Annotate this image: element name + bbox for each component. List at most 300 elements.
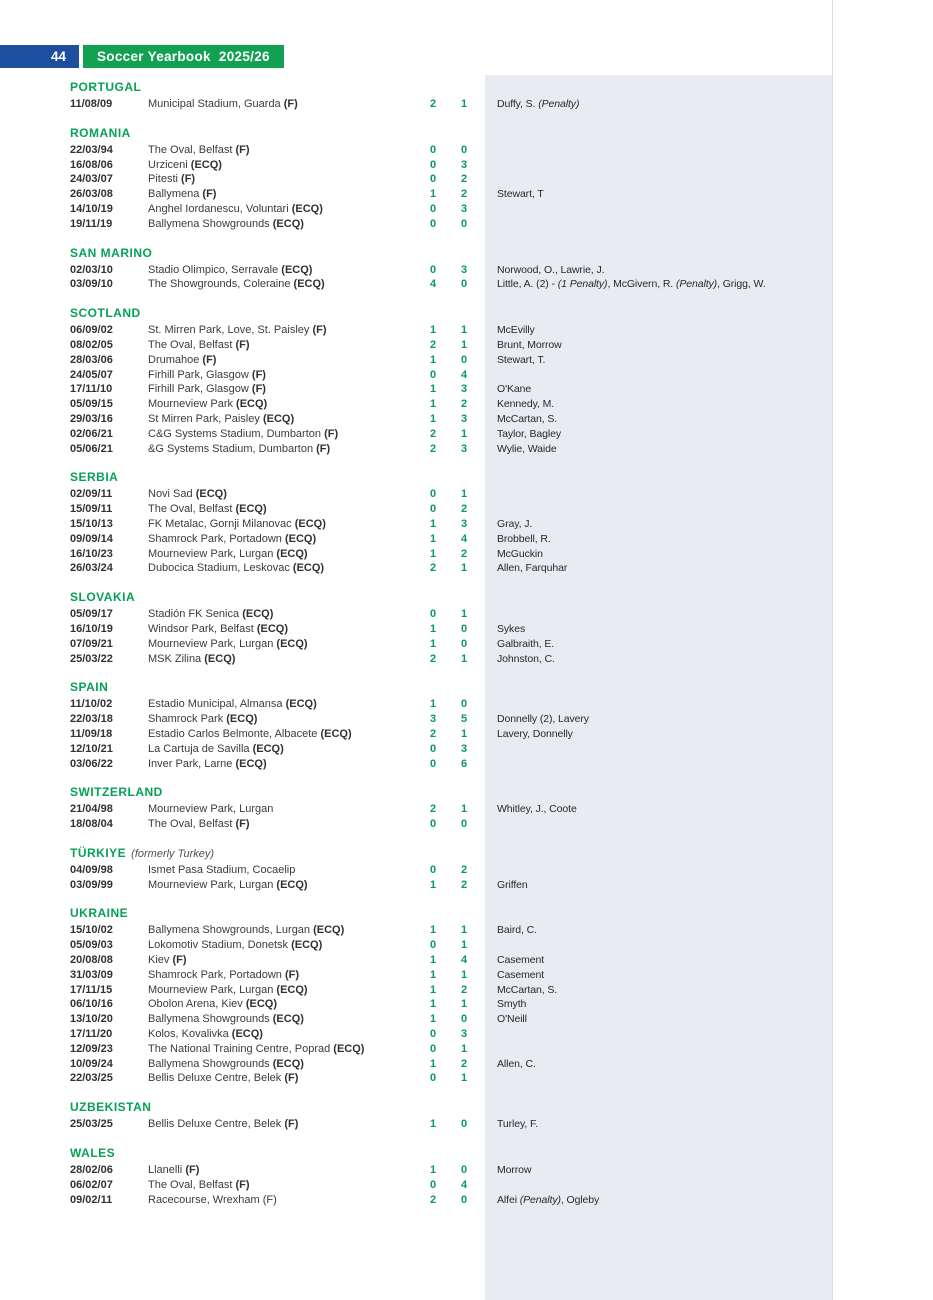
match-row (70, 1071, 863, 1086)
match-venue: Firhill Park, Glasgow (148, 383, 249, 396)
competition-tag: (F) (316, 442, 331, 455)
match-scorers: Gray, J. (497, 517, 533, 530)
match-row (70, 1193, 863, 1208)
score-home: 1 (430, 532, 437, 545)
match-venue: Dubocica Stadium, Leskovac (148, 562, 290, 575)
country-rows (70, 923, 863, 1086)
country-name: SLOVAKIA (70, 590, 136, 605)
score-away: 0 (461, 818, 468, 831)
country-rows (70, 607, 863, 666)
score-away: 2 (461, 878, 468, 891)
match-scorers: Alfei (Penalty), Ogleby (497, 1193, 600, 1206)
match-venue: Bellis Deluxe Centre, Belek (148, 1072, 282, 1085)
competition-tag: (ECQ) (276, 878, 308, 891)
match-row (70, 1117, 863, 1132)
match-venue: Urziceni (148, 158, 188, 171)
match-scorers: Wylie, Waide (497, 442, 557, 455)
match-date: 26/03/24 (70, 562, 113, 575)
competition-tag: (F) (181, 173, 196, 186)
score-away: 1 (461, 488, 468, 501)
score-home: 0 (430, 1072, 437, 1085)
match-row (70, 143, 863, 158)
match-date: 03/09/99 (70, 878, 113, 891)
score-away: 4 (461, 1178, 468, 1191)
match-venue: The Oval, Belfast (148, 143, 233, 156)
match-scorers: McEvilly (497, 324, 535, 337)
match-scorers (497, 697, 863, 712)
match-row (70, 487, 863, 502)
country-section (70, 80, 863, 112)
match-venue: Kiev (148, 954, 170, 967)
match-row (70, 502, 863, 517)
match-date: 17/11/10 (70, 383, 113, 396)
score-home: 0 (430, 158, 437, 171)
competition-tag: (ECQ) (195, 488, 227, 501)
match-date: 04/09/98 (70, 863, 113, 876)
competition-tag: (ECQ) (293, 278, 325, 291)
match-venue: Mourneview Park (148, 398, 233, 411)
competition-tag: (ECQ) (235, 503, 267, 516)
country-name: WALES (70, 1146, 116, 1161)
score-home: 0 (430, 368, 437, 381)
match-venue: Shamrock Park (148, 713, 224, 726)
match-row (70, 532, 863, 547)
score-home: 0 (430, 263, 437, 276)
match-scorers (497, 202, 863, 217)
match-venue: The Showgrounds, Coleraine (148, 278, 291, 291)
match-row (70, 1027, 863, 1042)
competition-tag: (F) (284, 1118, 299, 1131)
match-date: 02/09/11 (70, 488, 113, 501)
match-date: 25/03/25 (70, 1118, 113, 1131)
match-date: 05/09/17 (70, 608, 113, 621)
match-venue: The National Training Centre, Poprad (148, 1042, 331, 1055)
competition-tag: (F) (312, 324, 327, 337)
score-away: 1 (461, 939, 468, 952)
match-venue: Ballymena Showgrounds (148, 1013, 270, 1026)
competition-tag: (ECQ) (291, 939, 323, 952)
match-scorers (497, 1042, 863, 1057)
match-venue: La Cartuja de Savilla (148, 742, 250, 755)
competition-tag: (ECQ) (252, 742, 284, 755)
score-home: 0 (430, 143, 437, 156)
score-away: 1 (461, 338, 468, 351)
match-date: 15/10/02 (70, 924, 113, 937)
competition-tag: (ECQ) (294, 517, 326, 530)
country-rows (70, 802, 863, 832)
score-home: 1 (430, 924, 437, 937)
score-home: 3 (430, 713, 437, 726)
country-rows (70, 487, 863, 576)
country-name: SPAIN (70, 680, 109, 695)
match-venue: Lokomotiv Stadium, Donetsk (148, 939, 289, 952)
competition-tag: (ECQ) (235, 757, 267, 770)
match-venue: The Oval, Belfast (148, 503, 233, 516)
match-row (70, 878, 863, 893)
match-date: 09/02/11 (70, 1193, 113, 1206)
score-away: 3 (461, 263, 468, 276)
score-away: 2 (461, 1057, 468, 1070)
score-home: 1 (430, 1013, 437, 1026)
country-section (70, 590, 863, 666)
match-venue: Shamrock Park, Portadown (148, 968, 282, 981)
match-venue: The Oval, Belfast (148, 818, 233, 831)
match-row (70, 382, 863, 397)
score-away: 3 (461, 202, 468, 215)
competition-tag: (F) (324, 427, 339, 440)
match-scorers: Johnston, C. (497, 652, 555, 665)
match-scorers: Taylor, Bagley (497, 427, 561, 440)
match-date: 16/08/06 (70, 158, 113, 171)
match-date: 07/09/21 (70, 637, 113, 650)
match-date: 15/10/13 (70, 517, 113, 530)
match-row (70, 983, 863, 998)
score-away: 1 (461, 998, 468, 1011)
score-away: 2 (461, 547, 468, 560)
score-away: 4 (461, 532, 468, 545)
match-venue: Firhill Park, Glasgow (148, 368, 249, 381)
match-venue: St. Mirren Park, Love, St. Paisley (148, 324, 310, 337)
country-section (70, 1100, 863, 1132)
score-away: 2 (461, 863, 468, 876)
match-scorers: Smyth (497, 998, 527, 1011)
match-row (70, 863, 863, 878)
score-away: 0 (461, 1164, 468, 1177)
score-home: 1 (430, 383, 437, 396)
match-date: 02/06/21 (70, 427, 113, 440)
score-away: 1 (461, 562, 468, 575)
score-home: 2 (430, 562, 437, 575)
match-date: 28/03/06 (70, 353, 113, 366)
match-row (70, 742, 863, 757)
match-row (70, 953, 863, 968)
match-date: 11/10/02 (70, 698, 113, 711)
match-row (70, 442, 863, 457)
match-date: 18/08/04 (70, 818, 113, 831)
score-home: 1 (430, 324, 437, 337)
competition-tag: (ECQ) (242, 608, 274, 621)
match-venue: Ballymena Showgrounds (148, 1057, 270, 1070)
score-away: 5 (461, 713, 468, 726)
match-row (70, 727, 863, 742)
competition-tag: (ECQ) (276, 983, 308, 996)
score-home: 2 (430, 442, 437, 455)
score-home: 1 (430, 983, 437, 996)
match-scorers: McGuckin (497, 547, 543, 560)
match-date: 22/03/18 (70, 713, 113, 726)
competition-tag: (ECQ) (231, 1028, 263, 1041)
score-home: 1 (430, 998, 437, 1011)
match-scorers (497, 217, 863, 232)
match-venue: C&G Systems Stadium, Dumbarton (148, 427, 322, 440)
match-row (70, 1057, 863, 1072)
match-venue: Municipal Stadium, Guarda (148, 98, 281, 110)
match-venue: Novi Sad (148, 488, 193, 501)
score-away: 1 (461, 924, 468, 937)
match-row (70, 323, 863, 338)
score-home: 1 (430, 622, 437, 635)
match-date: 08/02/05 (70, 338, 113, 351)
score-home: 2 (430, 1193, 437, 1206)
score-away: 1 (461, 324, 468, 337)
score-away: 3 (461, 158, 468, 171)
match-scorers: Donnelly (2), Lavery (497, 713, 589, 726)
score-home: 1 (430, 398, 437, 411)
match-date: 09/09/14 (70, 532, 113, 545)
match-row (70, 368, 863, 383)
match-date: 12/09/23 (70, 1042, 113, 1055)
match-date: 11/08/09 (70, 98, 113, 110)
country-name: PORTUGAL (70, 80, 142, 94)
score-away: 0 (461, 1193, 468, 1206)
score-away: 3 (461, 742, 468, 755)
match-venue: The Oval, Belfast (148, 1178, 233, 1191)
match-scorers: Lavery, Donnelly (497, 727, 573, 740)
competition-tag: (ECQ) (285, 698, 317, 711)
match-venue: Obolon Arena, Kiev (148, 998, 243, 1011)
score-home: 0 (430, 217, 437, 230)
competition-tag: (F) (284, 968, 299, 981)
header-bar (0, 45, 284, 68)
match-date: 14/10/19 (70, 202, 113, 215)
country-section (70, 1146, 863, 1207)
score-home: 0 (430, 488, 437, 501)
score-home: 0 (430, 863, 437, 876)
match-row (70, 802, 863, 817)
competition-tag: (ECQ) (190, 158, 222, 171)
score-home: 2 (430, 652, 437, 665)
competition-tag: (F) (251, 368, 266, 381)
score-home: 1 (430, 353, 437, 366)
country-section (70, 846, 863, 893)
score-home: 0 (430, 503, 437, 516)
match-venue: Mourneview Park, Lurgan (148, 637, 274, 650)
score-away: 0 (461, 637, 468, 650)
country-rows (70, 863, 863, 893)
match-row (70, 997, 863, 1012)
match-scorers: Allen, Farquhar (497, 562, 568, 575)
match-scorers (497, 487, 863, 502)
country-name: UZBEKISTAN (70, 1100, 152, 1115)
match-venue: Inver Park, Larne (148, 757, 233, 770)
score-away: 1 (461, 968, 468, 981)
match-row (70, 712, 863, 727)
match-row (70, 1178, 863, 1193)
score-home: 1 (430, 1164, 437, 1177)
score-home: 1 (430, 954, 437, 967)
match-venue: Pitesti (148, 173, 178, 186)
match-scorers: Allen, C. (497, 1057, 536, 1070)
match-scorers (497, 757, 863, 772)
match-scorers: Galbraith, E. (497, 637, 555, 650)
match-date: 06/02/07 (70, 1178, 113, 1191)
competition-tag: (ECQ) (284, 532, 317, 545)
match-row (70, 923, 863, 938)
match-date: 02/03/10 (70, 263, 113, 276)
competition-tag: (F) (235, 143, 250, 156)
score-away: 2 (461, 188, 468, 201)
match-scorers: Casement (497, 968, 545, 981)
match-venue: Shamrock Park, Portadown (148, 532, 282, 545)
competition-tag: (ECQ) (272, 217, 304, 230)
match-venue: Stadio Olimpico, Serravale (148, 263, 279, 276)
match-date: 16/10/23 (70, 547, 113, 560)
match-scorers: Griffen (497, 878, 528, 891)
score-home: 2 (430, 338, 437, 351)
match-venue: Mourneview Park, Lurgan (148, 803, 274, 816)
match-row (70, 622, 863, 637)
match-venue: FK Metalac, Gornji Milanovac (148, 517, 292, 530)
match-scorers: Duffy, S. (Penalty) (497, 98, 580, 110)
score-home: 2 (430, 98, 437, 110)
match-scorers: Stewart, T (497, 188, 544, 201)
country-note: (formerly Turkey) (131, 847, 215, 860)
score-home: 2 (430, 427, 437, 440)
match-date: 10/09/24 (70, 1057, 113, 1070)
score-away: 2 (461, 173, 468, 186)
score-away: 0 (461, 143, 468, 156)
page-title-box (83, 45, 284, 68)
match-venue: The Oval, Belfast (148, 338, 233, 351)
match-venue: Ballymena (148, 188, 200, 201)
score-away: 3 (461, 383, 468, 396)
match-row (70, 217, 863, 232)
score-away: 0 (461, 622, 468, 635)
score-home: 0 (430, 202, 437, 215)
competition-tag: (ECQ) (236, 398, 268, 411)
score-away: 2 (461, 503, 468, 516)
country-name: SAN MARINO (70, 245, 153, 260)
match-date: 20/08/08 (70, 954, 113, 967)
competition-tag: (ECQ) (333, 1042, 365, 1055)
score-away: 1 (461, 1072, 468, 1085)
score-home: 1 (430, 637, 437, 650)
competition-tag: (F) (251, 383, 266, 396)
competition-tag: (ECQ) (276, 637, 308, 650)
match-scorers: Kennedy, M. (497, 398, 555, 411)
page-number: 44 (50, 49, 66, 64)
match-results-list (70, 80, 863, 1221)
competition-tag: (ECQ) (291, 202, 323, 215)
country-section (70, 680, 863, 771)
match-venue: Mourneview Park, Lurgan (148, 983, 274, 996)
score-away: 0 (461, 1013, 468, 1026)
country-rows (70, 697, 863, 771)
match-venue: Mourneview Park, Lurgan (148, 878, 274, 891)
match-date: 19/11/19 (70, 217, 113, 230)
country-name: SWITZERLAND (70, 785, 163, 800)
competition-tag: (ECQ) (276, 547, 308, 560)
match-row (70, 757, 863, 772)
match-row (70, 427, 863, 442)
country-section (70, 785, 863, 832)
competition-tag: (F) (235, 818, 250, 831)
match-scorers: Brunt, Morrow (497, 338, 562, 351)
score-away: 3 (461, 412, 468, 425)
match-date: 25/03/22 (70, 652, 113, 665)
match-venue: Estadio Municipal, Almansa (148, 698, 283, 711)
score-home: 1 (430, 968, 437, 981)
score-home: 2 (430, 727, 437, 740)
score-home: 0 (430, 818, 437, 831)
competition-tag: (ECQ) (281, 263, 313, 276)
match-row (70, 637, 863, 652)
match-scorers: McCartan, S. (497, 983, 558, 996)
score-home: 1 (430, 547, 437, 560)
match-scorers: McCartan, S. (497, 412, 558, 425)
country-rows (70, 263, 863, 293)
match-row (70, 97, 863, 112)
match-scorers: Brobbell, R. (497, 532, 551, 545)
score-home: 0 (430, 1178, 437, 1191)
score-home: 0 (430, 742, 437, 755)
score-away: 6 (461, 757, 468, 770)
score-away: 1 (461, 1042, 468, 1055)
country-name: TÜRKIYE (70, 845, 127, 860)
score-away: 1 (461, 727, 468, 740)
competition-tag: (F) (202, 188, 217, 201)
page-title: Soccer Yearbook 2025/26 (97, 49, 270, 64)
score-away: 1 (461, 652, 468, 665)
score-home: 1 (430, 1118, 437, 1131)
country-section (70, 906, 863, 1086)
match-scorers (497, 502, 863, 517)
match-scorers (497, 368, 863, 383)
match-venue: Racecourse, Wrexham (F) (148, 1193, 277, 1206)
match-venue: Windsor Park, Belfast (148, 622, 254, 635)
country-rows (70, 1163, 863, 1207)
score-home: 1 (430, 188, 437, 201)
match-scorers: Little, A. (2) - (1 Penalty), McGivern, R. (Penalty), Grigg, W. (497, 278, 766, 291)
page-number-box (0, 45, 79, 68)
match-date: 11/09/18 (70, 727, 113, 740)
match-row (70, 517, 863, 532)
match-date: 06/09/02 (70, 324, 113, 337)
match-venue: Kolos, Kovalivka (148, 1028, 229, 1041)
match-venue: Mourneview Park, Lurgan (148, 547, 274, 560)
match-date: 24/03/07 (70, 173, 113, 186)
score-away: 2 (461, 398, 468, 411)
score-home: 1 (430, 878, 437, 891)
match-date: 26/03/08 (70, 188, 113, 201)
match-row (70, 938, 863, 953)
match-scorers: Norwood, O., Lawrie, J. (497, 263, 605, 276)
match-row (70, 338, 863, 353)
match-venue: &G Systems Stadium, Dumbarton (148, 442, 314, 455)
score-away: 1 (461, 427, 468, 440)
score-away: 0 (461, 278, 468, 291)
match-row (70, 353, 863, 368)
score-away: 0 (461, 217, 468, 230)
match-row (70, 652, 863, 667)
match-date: 21/04/98 (70, 803, 113, 816)
match-date: 05/09/15 (70, 398, 113, 411)
country-section (70, 246, 863, 293)
match-row (70, 1163, 863, 1178)
competition-tag: (ECQ) (320, 727, 352, 740)
match-scorers: Stewart, T. (497, 353, 546, 366)
match-scorers (497, 1027, 863, 1042)
score-home: 2 (430, 803, 437, 816)
country-rows (70, 1117, 863, 1132)
score-away: 0 (461, 698, 468, 711)
match-row (70, 1042, 863, 1057)
match-row (70, 277, 863, 292)
match-date: 24/05/07 (70, 368, 113, 381)
score-home: 0 (430, 757, 437, 770)
score-away: 2 (461, 983, 468, 996)
match-row (70, 158, 863, 173)
